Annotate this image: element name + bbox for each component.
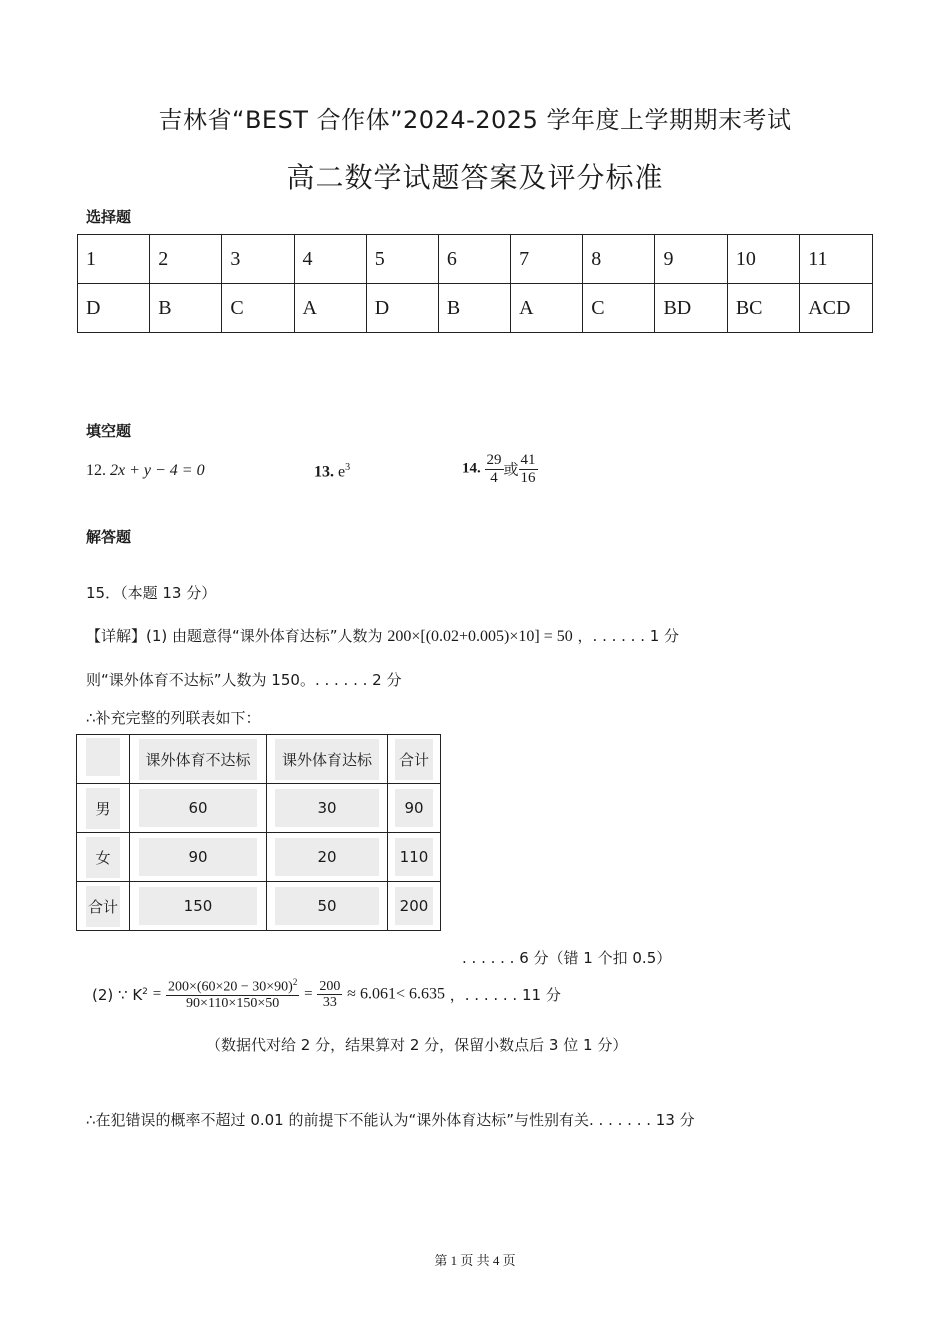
q13-base: e	[338, 463, 346, 481]
choice-number: 4	[294, 235, 366, 284]
part2-result: ≈ 6.061< 6.635	[347, 985, 445, 1003]
part2-fraction-2	[317, 979, 342, 1011]
choice-number: 9	[655, 235, 727, 284]
q14-frac2-numerator: 41	[520, 452, 536, 468]
choice-answer: BD	[655, 284, 727, 333]
choice-answer: ACD	[800, 284, 873, 333]
contingency-row-label-text: 女	[86, 837, 120, 878]
contingency-value: 90	[139, 838, 257, 876]
part2-equals: =	[152, 986, 162, 1003]
contingency-cell	[388, 833, 441, 882]
part1-line1-score: ，. . . . . . 1 分	[577, 627, 680, 645]
part2-frac2-denominator: 33	[322, 995, 337, 1011]
contingency-value: 110	[395, 838, 433, 876]
table-score-note: . . . . . . 6 分（错 1 个扣 0.5）	[462, 949, 672, 967]
contingency-cell	[130, 833, 267, 882]
choice-answer: D	[366, 284, 438, 333]
conclusion-line: ∴在犯错误的概率不超过 0.01 的前提下不能认为“课外体育达标”与性别有关. . . . . . . 13 分	[86, 1111, 695, 1129]
contingency-value: 200	[395, 887, 433, 925]
choice-answer: B	[438, 284, 510, 333]
part2-k-square: 2	[142, 986, 148, 997]
contingency-value: 30	[275, 789, 379, 827]
contingency-cell	[388, 784, 441, 833]
part2-equals-2: =	[304, 986, 313, 1003]
choice-number: 5	[366, 235, 438, 284]
fill-section-label: 填空题	[86, 422, 132, 440]
choice-answer: B	[150, 284, 222, 333]
part2-frac2-numerator: 200	[319, 978, 341, 994]
choice-number: 6	[438, 235, 510, 284]
choice-number: 2	[150, 235, 222, 284]
q12-label: 12.	[86, 462, 106, 479]
choice-answer-table	[77, 234, 873, 333]
q14-frac2-denominator: 16	[520, 469, 536, 486]
part1-line2: 则“课外体育不达标”人数为 150。. . . . . . 2 分	[86, 671, 402, 689]
table-row	[77, 784, 441, 833]
table-row	[77, 833, 441, 882]
contingency-table	[76, 734, 441, 931]
choice-answer: A	[294, 284, 366, 333]
part2-formula-line	[92, 978, 561, 1011]
part2-frac1-numerator-text: 200×(60×20 − 30×90)	[167, 979, 293, 995]
contingency-cell	[267, 882, 388, 931]
part2-frac1-numerator-square: 2	[292, 977, 298, 987]
q12-answer: 2x + y − 4 = 0	[110, 462, 205, 479]
choice-section-label: 选择题	[86, 208, 132, 226]
choice-answer: D	[78, 284, 150, 333]
contingency-header-corner	[86, 738, 120, 776]
contingency-cell	[267, 784, 388, 833]
choice-number: 7	[511, 235, 583, 284]
contingency-row-label	[77, 833, 130, 882]
choice-number: 11	[800, 235, 873, 284]
choice-answer: C	[583, 284, 655, 333]
part1-line1-text: 【详解】(1) 由题意得“课外体育达标”人数为	[86, 627, 383, 645]
contingency-cell	[267, 833, 388, 882]
q14-fraction-1	[485, 452, 504, 486]
q14-frac1-denominator: 4	[490, 469, 498, 486]
choice-number: 10	[727, 235, 799, 284]
q13-exponent: 3	[345, 462, 351, 473]
contingency-cell	[130, 882, 267, 931]
contingency-header-cell	[267, 735, 388, 784]
q13-answer-line	[314, 462, 350, 481]
contingency-value: 90	[395, 789, 433, 827]
exam-title: 吉林省“BEST 合作体”2024-2025 学年度上学期期末考试	[158, 106, 792, 134]
contingency-value: 60	[139, 789, 257, 827]
page-number: 第 1 页 共 4 页	[434, 1253, 516, 1268]
contingency-header-cell	[77, 735, 130, 784]
exam-subtitle: 高二数学试题答案及评分标准	[286, 161, 664, 194]
contingency-header-row	[77, 735, 441, 784]
q14-answer-line	[462, 452, 538, 486]
choice-number-row	[78, 235, 873, 284]
part1-line1-formula: 200×[(0.02+0.005)×10] = 50	[387, 628, 573, 645]
solution-section-label: 解答题	[86, 528, 132, 546]
q14-frac1-numerator: 29	[486, 452, 502, 468]
q14-or: 或	[503, 460, 519, 479]
q15-header: 15．（本题 13 分）	[86, 584, 217, 602]
part2-fraction-1	[166, 978, 299, 1011]
part1-line1	[86, 625, 679, 646]
contingency-row-label-text: 男	[86, 788, 120, 829]
contingency-header-text: 课外体育不达标	[139, 739, 257, 780]
choice-answer-row	[78, 284, 873, 333]
contingency-value: 20	[275, 838, 379, 876]
part2-score: ，. . . . . . 11 分	[449, 986, 561, 1005]
choice-answer: BC	[727, 284, 799, 333]
contingency-header-cell	[130, 735, 267, 784]
q12-answer-line	[86, 462, 205, 480]
part2-frac1-denominator: 90×110×150×50	[186, 996, 280, 1012]
contingency-cell	[388, 882, 441, 931]
contingency-header-cell	[388, 735, 441, 784]
contingency-value: 150	[139, 887, 257, 925]
q14-fraction-2	[519, 452, 538, 486]
part2-frac1-numerator	[166, 978, 299, 996]
contingency-header-text: 合计	[395, 739, 433, 780]
choice-number: 8	[583, 235, 655, 284]
table-row	[77, 882, 441, 931]
q14-label: 14.	[462, 460, 481, 477]
contingency-row-label	[77, 784, 130, 833]
part1-line3: ∴补充完整的列联表如下：	[86, 709, 261, 727]
part2-scoring-note: （数据代对给 2 分，结果算对 2 分，保留小数点后 3 位 1 分）	[206, 1036, 628, 1054]
choice-answer: C	[222, 284, 294, 333]
contingency-cell	[130, 784, 267, 833]
q13-label: 13.	[314, 463, 334, 481]
part2-prefix	[92, 986, 148, 1004]
choice-number: 3	[222, 235, 294, 284]
contingency-value: 50	[275, 887, 379, 925]
contingency-row-label	[77, 882, 130, 931]
contingency-header-text: 课外体育达标	[275, 739, 379, 780]
contingency-row-label-text: 合计	[86, 886, 120, 927]
choice-answer: A	[511, 284, 583, 333]
choice-number: 1	[78, 235, 150, 284]
part2-prefix-text: (2) ∵ K	[92, 985, 143, 1004]
